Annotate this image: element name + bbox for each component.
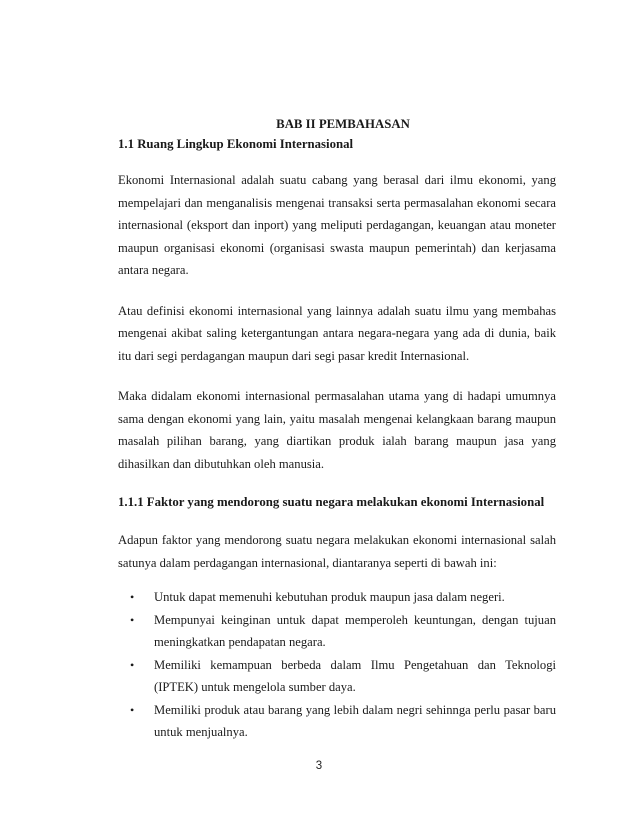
paragraph-definition: Ekonomi Internasional adalah suatu cabang yang berasal dari ilmu ekonomi, yang mempelajari dan menganalisis mengenai transaksi serta permasalahan ekonomi secara internasional (eksport dan inport) yang meliputi perdagangan, keuangan atau moneter maupun organisasi ekonomi (organisasi swasta maupun pemerintah) dan kerjasama antara negara. <box>118 173 556 277</box>
list-item <box>118 609 556 654</box>
bullet-icon: • <box>130 657 135 672</box>
bullet-icon: • <box>130 702 135 717</box>
list-item-text: Memiliki kemampuan berbeda dalam Ilmu Pengetahuan dan Teknologi (IPTEK) untuk mengelola sumber daya. <box>154 657 556 694</box>
list-item-text: Memiliki produk atau barang yang lebih dalam negri sehinnga perlu pasar baru untuk menjualnya. <box>154 702 556 739</box>
factor-list <box>118 586 556 744</box>
section-heading: 1.1 Ruang Lingkup Ekonomi Internasional <box>118 137 354 151</box>
list-item <box>118 586 556 609</box>
list-item-text: Untuk dapat memenuhi kebutuhan produk maupun jasa dalam negeri. <box>154 590 505 604</box>
list-item <box>118 654 556 699</box>
bullet-icon: • <box>130 612 135 627</box>
page-number: 3 <box>315 760 323 772</box>
paragraph-main-problem: Maka didalam ekonomi internasional permasalahan utama yang di hadapi umumnya sama dengan ekonomi yang lain, yaitu masalah mengenai kelangkaan barang maupun masalah pilihan barang, yang diartikan produk ialah barang maupun jasa yang dihasilkan dan dibutuhkan oleh manusia. <box>118 389 556 471</box>
list-item <box>118 699 556 744</box>
bullet-icon: • <box>130 590 135 604</box>
chapter-title: BAB II PEMBAHASAN <box>276 117 410 131</box>
paragraph-alternative-definition: Atau definisi ekonomi internasional yang lainnya adalah suatu ilmu yang membahas mengenai akibat saling ketergantungan antara negara-negara yang ada di dunia, baik itu dari segi perdagangan maupun dari segi pasar kredit Internasional. <box>118 303 556 363</box>
list-item-text: Mempunyai keinginan untuk dapat memperoleh keuntungan, dengan tujuan meningkatkan pendapatan negara. <box>154 612 556 649</box>
subsection-heading: 1.1.1 Faktor yang mendorong suatu negara melakukan ekonomi Internasional <box>118 495 545 509</box>
page-content <box>118 116 556 744</box>
subsection-intro: Adapun faktor yang mendorong suatu negara melakukan ekonomi internasional salah satunya dalam perdagangan internasional, diantaranya seperti di bawah ini: <box>118 533 556 570</box>
